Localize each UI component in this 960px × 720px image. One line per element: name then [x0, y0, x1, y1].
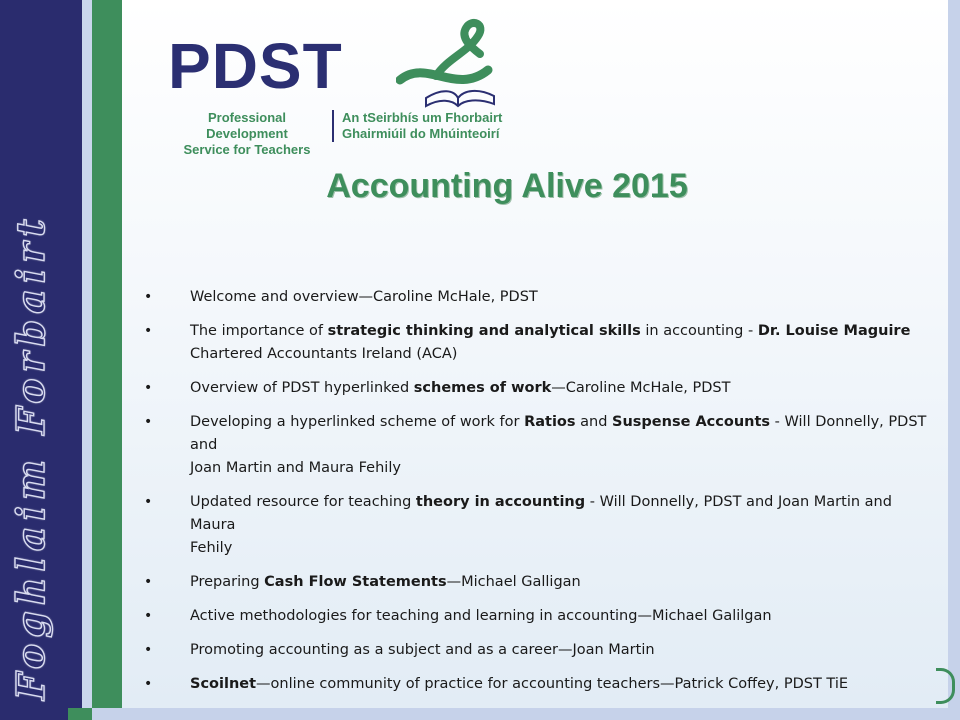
- agenda-item: • Developing a hyperlinked scheme of work for Ratios and Suspense Accounts - Will Donnelly, PDST and Joan Martin and Maura Fehily: [140, 411, 940, 480]
- bullet-icon: •: [144, 494, 153, 510]
- bullet-icon: •: [144, 323, 153, 339]
- logo-english-line2: Service for Teachers: [183, 142, 311, 157]
- logo-irish-line1: An tSeirbhís um Fhorbairt: [342, 110, 503, 125]
- bullet-icon: •: [144, 414, 153, 430]
- green-accent-bar: [92, 0, 122, 708]
- bullet-icon: •: [144, 608, 153, 624]
- side-watermark-text: Foghlaim Forbairt: [8, 213, 53, 700]
- open-book-figure-icon: [396, 18, 508, 110]
- bottom-edge-band: [92, 708, 960, 720]
- agenda-item: • Active methodologies for teaching and learning in accounting—Michael Galilgan: [140, 605, 940, 628]
- agenda-item: • The importance of strategic thinking and analytical skills in accounting - Dr. Louise Maguire Chartered Accountants Ireland (ACA): [140, 320, 940, 366]
- green-accent-foot: [68, 708, 92, 720]
- bullet-icon: •: [144, 380, 153, 396]
- bullet-icon: •: [144, 676, 153, 692]
- bullet-icon: •: [144, 642, 153, 658]
- logo-irish-line2: Ghairmiúil do Mhúinteoirí: [342, 126, 500, 141]
- slide-title: Accounting Alive 2015: [326, 167, 688, 205]
- agenda-item: • Updated resource for teaching theory in accounting - Will Donnelly, PDST and Joan Martin and Maura Fehily: [140, 491, 940, 560]
- logo-wordmark: PDST: [168, 30, 343, 102]
- logo-irish-name: [342, 110, 510, 142]
- agenda-item: • Scoilnet—online community of practice for accounting teachers—Patrick Coffey, PDST TiE: [140, 673, 940, 696]
- agenda-item: • Promoting accounting as a subject and as a career—Joan Martin: [140, 639, 940, 662]
- agenda-item: • Welcome and overview—Caroline McHale, PDST: [140, 286, 940, 309]
- right-edge-band: [948, 0, 960, 720]
- bullet-icon: •: [144, 289, 153, 305]
- bullet-icon: •: [144, 574, 153, 590]
- logo-english-name: [168, 110, 326, 158]
- agenda-list: [140, 286, 940, 696]
- pdst-logo: [168, 18, 508, 157]
- agenda-item: • Overview of PDST hyperlinked schemes of work—Caroline McHale, PDST: [140, 377, 940, 400]
- agenda-item: • Preparing Cash Flow Statements—Michael Galligan: [140, 571, 940, 594]
- logo-english-line1: Professional Development: [206, 110, 288, 141]
- logo-divider: [332, 110, 334, 142]
